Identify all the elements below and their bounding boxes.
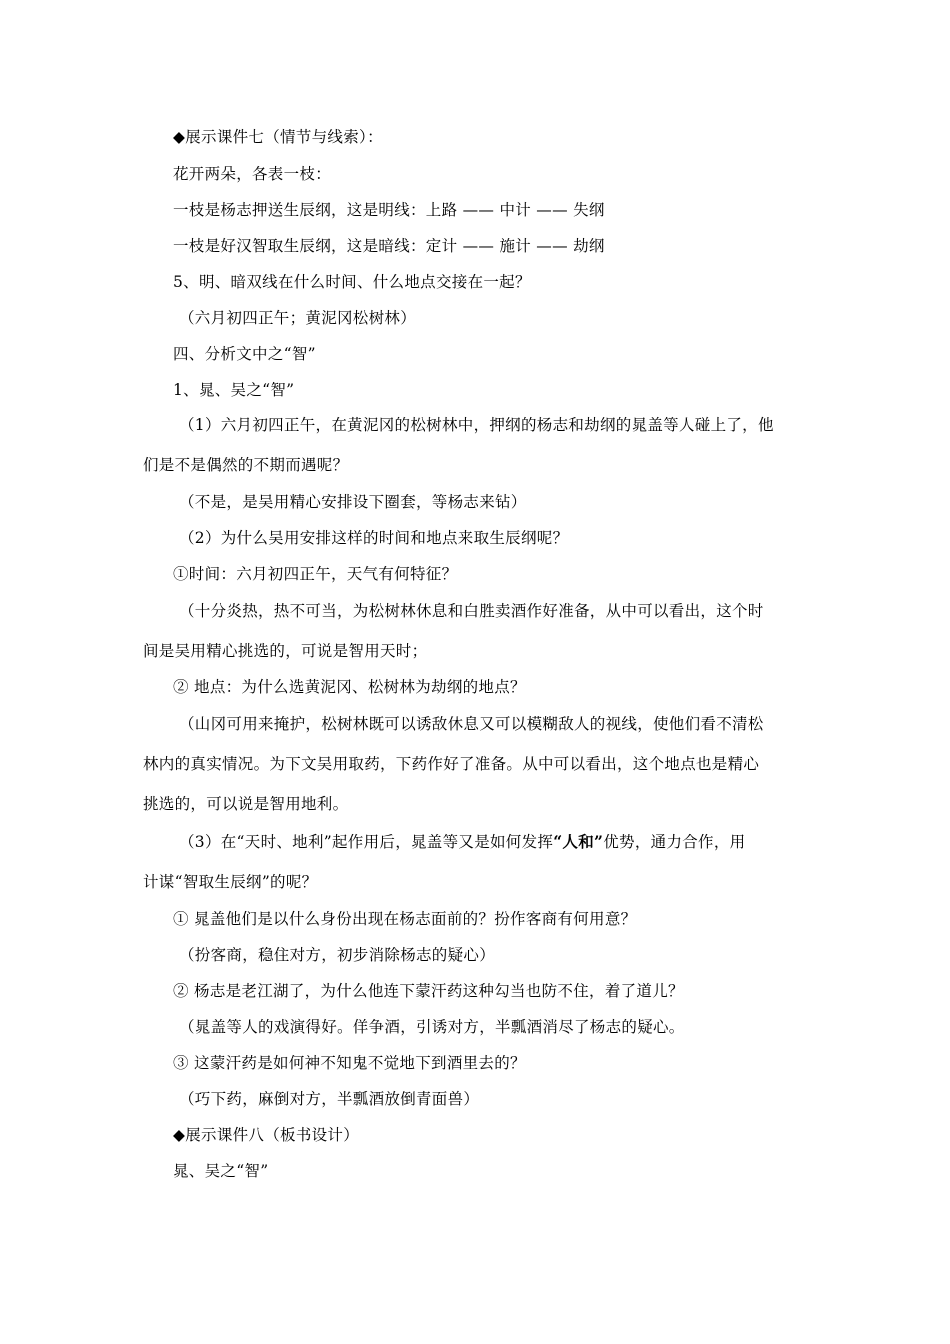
paragraph-line: 计谋“智取生辰纲”的呢？ [143, 873, 318, 891]
section-four-heading: 四、分析文中之“智” [173, 345, 316, 363]
paragraph-line [179, 832, 745, 852]
answer-text: （扮客商，稳住对方，初步消除杨志的疑心） [179, 946, 496, 964]
text-line: 一枝是杨志押送生辰纲，这是明线：上路 —— 中计 —— 失纲 [173, 201, 605, 219]
paragraph-line: （十分炎热，热不可当，为松树林休息和白胜卖酒作好准备，从中可以看出，这个时 [179, 602, 764, 620]
question-5: 5、明、暗双线在什么时间、什么地点交接在一起？ [173, 273, 531, 291]
paragraph-line: （2）为什么吴用安排这样的时间和地点来取生辰纲呢？ [179, 529, 569, 547]
subsection-heading: 晁、吴之“智” [173, 1162, 269, 1180]
paragraph-line: ③ 这蒙汗药是如何神不知鬼不觉地下到酒里去的？ [173, 1054, 526, 1072]
text-line: 一枝是好汉智取生辰纲，这是暗线：定计 —— 施计 —— 劫纲 [173, 237, 605, 255]
bold-phrase: “人和” [553, 832, 604, 851]
paragraph-line: 挑选的，可以说是智用地利。 [143, 795, 349, 813]
paragraph-line: 们是不是偶然的不期而遇呢？ [143, 456, 349, 474]
answer-text: （六月初四正午；黄泥冈松树林） [179, 309, 417, 327]
paragraph-line: 林内的真实情况。为下文吴用取药，下药作好了准备。从中可以看出，这个地点也是精心 [143, 755, 760, 773]
text-line: 花开两朵，各表一枝： [173, 165, 332, 183]
paragraph-line: ①时间：六月初四正午，天气有何特征？ [173, 565, 458, 583]
paragraph-line: 间是吴用精心挑选的，可说是智用天时； [143, 642, 428, 660]
courseware-seven-heading: ◆展示课件七（情节与线索）： [173, 128, 383, 146]
paragraph-text: （3）在“天时、地利”起作用后，晁盖等又是如何发挥 [179, 833, 554, 851]
paragraph-line: ② 地点：为什么选黄泥冈、松树林为劫纲的地点？ [173, 678, 526, 696]
courseware-eight-heading: ◆展示课件八（板书设计） [173, 1126, 360, 1144]
subsection-heading: 1、晁、吴之“智” [173, 381, 295, 399]
answer-text: （不是，是吴用精心安排设下圈套，等杨志来钻） [179, 493, 527, 511]
paragraph-line: ② 杨志是老江湖了，为什么他连下蒙汗药这种勾当也防不住，着了道儿？ [173, 982, 684, 1000]
answer-text: （晁盖等人的戏演得好。佯争酒，引诱对方，半瓢酒消尽了杨志的疑心。 [179, 1018, 685, 1036]
answer-text: （巧下药，麻倒对方，半瓢酒放倒青面兽） [179, 1090, 480, 1108]
paragraph-text: 优势，通力合作，用 [603, 833, 746, 851]
paragraph-line: （山冈可用来掩护，松树林既可以诱敌休息又可以模糊敌人的视线，使他们看不清松 [179, 715, 764, 733]
paragraph-line: （1）六月初四正午，在黄泥冈的松树林中，押纲的杨志和劫纲的晁盖等人碰上了，他 [179, 416, 774, 434]
paragraph-line: ① 晁盖他们是以什么身份出现在杨志面前的？扮作客商有何用意？ [173, 910, 637, 928]
